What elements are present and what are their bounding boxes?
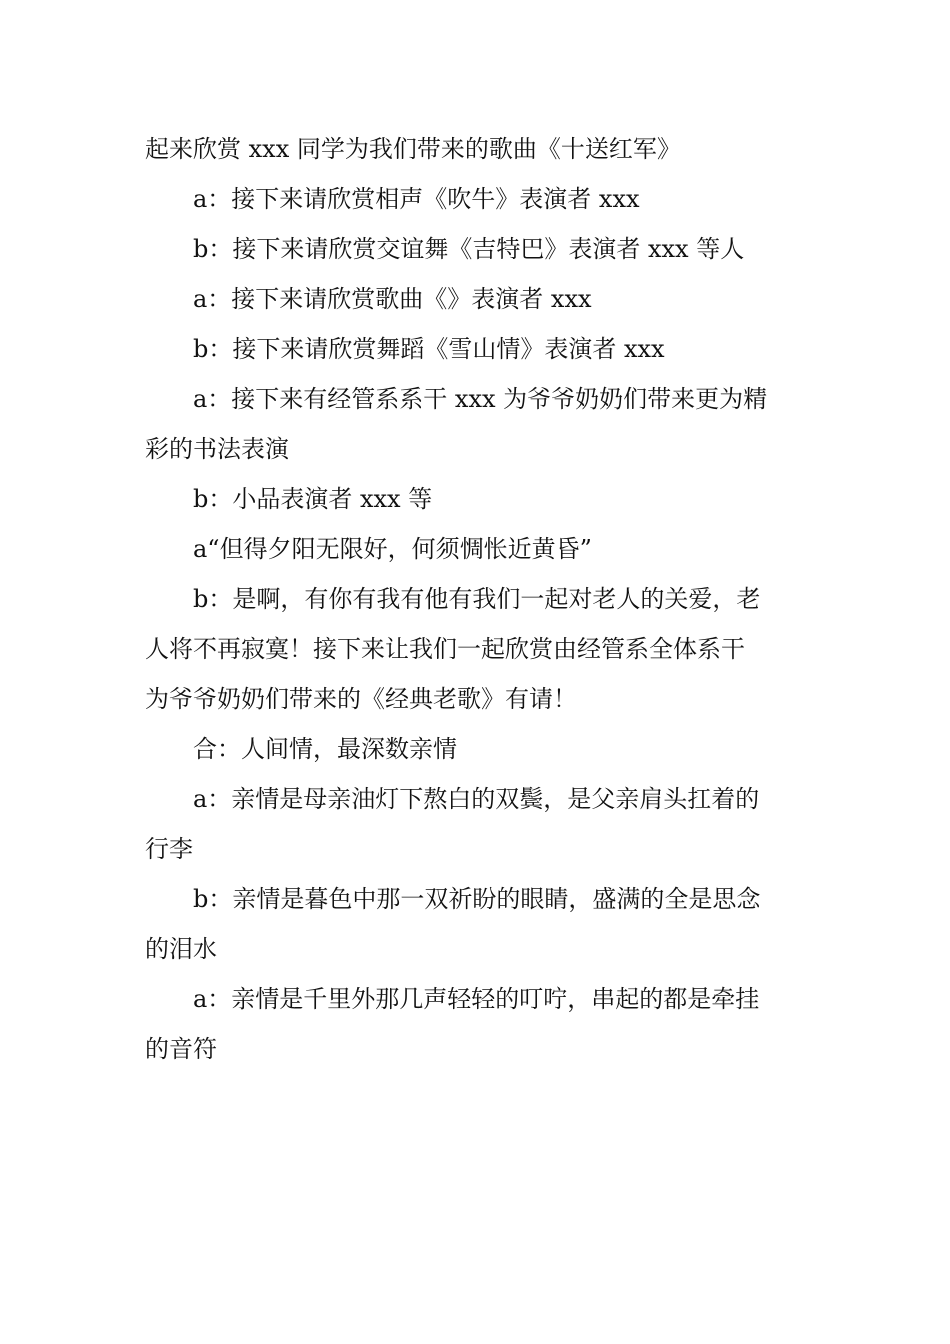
text-line: 行李: [145, 835, 193, 863]
text-line: 的音符: [145, 1035, 217, 1063]
document-body: [145, 124, 807, 1074]
text-line: b：是啊，有你有我有他有我们一起对老人的关爱，老: [193, 585, 761, 613]
text-line: 人将不再寂寞！接下来让我们一起欣赏由经管系全体系干: [145, 635, 745, 663]
text-line: 合：人间情，最深数亲情: [193, 735, 457, 763]
text-line: 的泪水: [145, 935, 217, 963]
text-line: b：小品表演者 xxx 等: [193, 485, 433, 513]
text-line: a：接下来请欣赏歌曲《》表演者 xxx: [193, 285, 592, 313]
text-line: a：亲情是千里外那几声轻轻的叮咛，串起的都是牵挂: [193, 985, 760, 1013]
text-line: a：亲情是母亲油灯下熬白的双鬓，是父亲肩头扛着的: [193, 785, 760, 813]
text-line: b：接下来请欣赏舞蹈《雪山情》表演者 xxx: [193, 335, 665, 363]
text-line: 为爷爷奶奶们带来的《经典老歌》有请！: [145, 685, 577, 713]
text-line: b：亲情是暮色中那一双祈盼的眼睛，盛满的全是思念: [193, 885, 761, 913]
text-line: a：接下来请欣赏相声《吹牛》表演者 xxx: [193, 185, 640, 213]
text-line: a“但得夕阳无限好，何须惆怅近黄昏”: [193, 535, 592, 563]
text-line: 起来欣赏 xxx 同学为我们带来的歌曲《十送红军》: [145, 135, 681, 163]
text-line: b：接下来请欣赏交谊舞《吉特巴》表演者 xxx 等人: [193, 235, 745, 263]
text-line: a：接下来有经管系系干 xxx 为爷爷奶奶们带来更为精: [193, 385, 768, 413]
text-line: 彩的书法表演: [145, 435, 289, 463]
